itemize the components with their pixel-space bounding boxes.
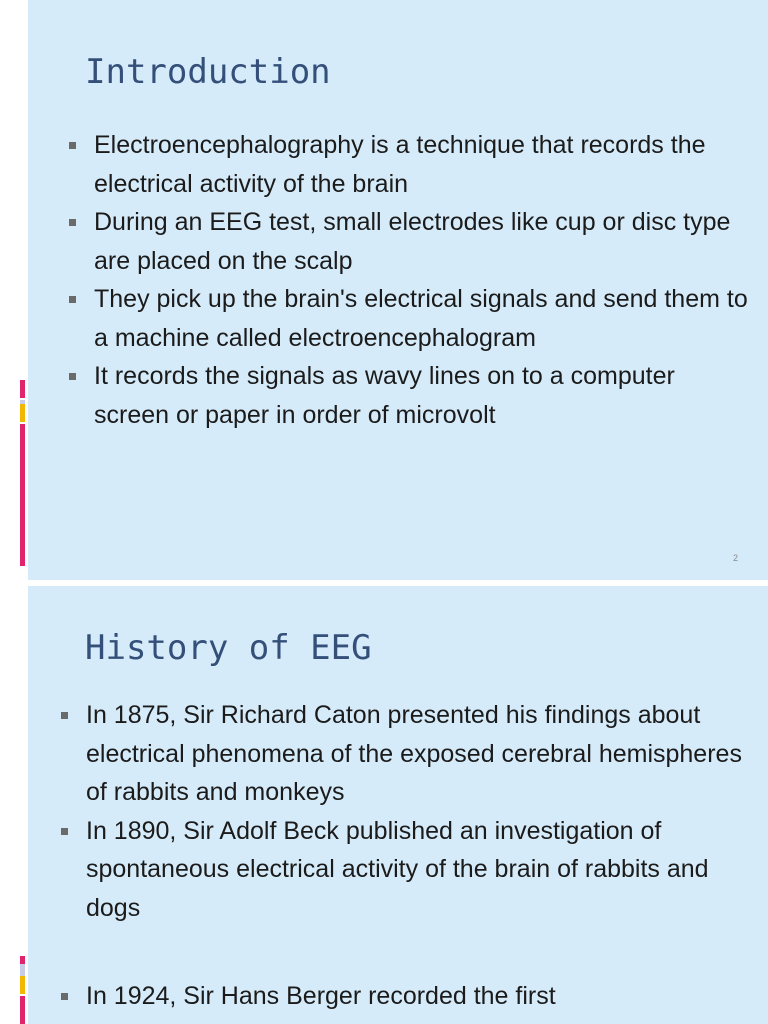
accent-bar-gold <box>20 404 25 422</box>
bullet-item: In 1875, Sir Richard Caton presented his findings about electrical phenomena of the exposed cerebral hemispheres of rabbits and monkeys <box>58 696 758 812</box>
bullet-item: They pick up the brain's electrical signals and send them to a machine called electroencephalogram <box>66 280 756 357</box>
accent-bar-magenta-end <box>20 996 25 1024</box>
accent-bar-magenta-bottom <box>20 956 25 964</box>
slide-title: History of EEG <box>85 628 372 668</box>
bullet-item: In 1924, Sir Hans Berger recorded the first <box>58 977 758 1016</box>
slide-history-of-eeg <box>28 586 768 1024</box>
accent-bar-magenta-top <box>20 380 25 398</box>
bullet-item: It records the signals as wavy lines on to a computer screen or paper in order of microvolt <box>66 357 756 434</box>
bullet-list <box>66 126 756 434</box>
bullet-item: In 1890, Sir Adolf Beck published an investigation of spontaneous electrical activity of the brain of rabbits and dogs <box>58 812 758 928</box>
accent-bar-magenta-long <box>20 424 25 566</box>
accent-bar-gold-bottom <box>20 976 25 994</box>
slide-introduction <box>28 0 768 580</box>
page-number: 2 <box>732 553 738 563</box>
bullet-list <box>58 696 758 1016</box>
bullet-item: During an EEG test, small electrodes like cup or disc type are placed on the scalp <box>66 203 756 280</box>
accent-bar-lilac-bottom <box>20 964 25 976</box>
bullet-item: Electroencephalography is a technique that records the electrical activity of the brain <box>66 126 756 203</box>
slide-title: Introduction <box>85 52 331 92</box>
